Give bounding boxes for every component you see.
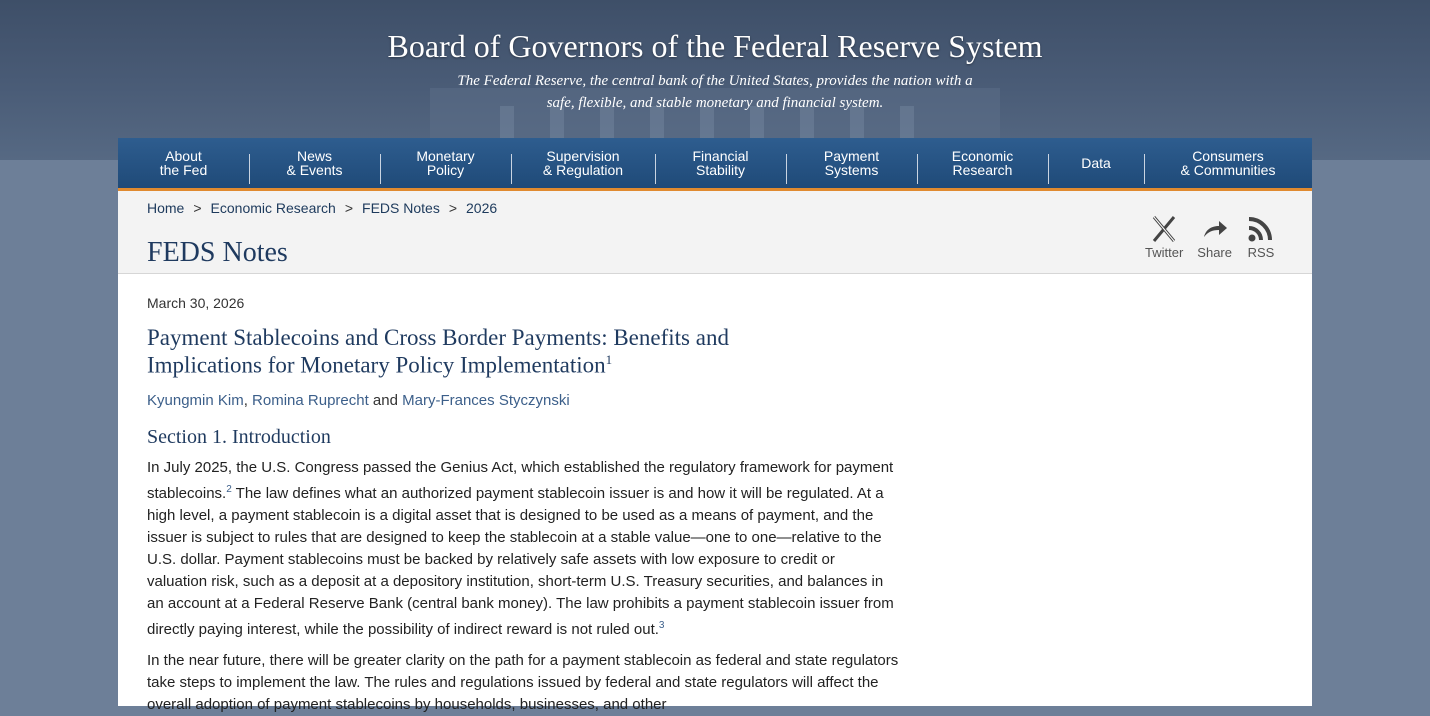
nav-item-payment-systems[interactable]: Payment Systems (786, 138, 917, 188)
section-heading: Section 1. Introduction (147, 425, 331, 448)
article-title (147, 327, 847, 377)
share-arrow-icon (1200, 215, 1230, 243)
page-header (118, 191, 1312, 274)
rss-label: RSS (1247, 245, 1275, 260)
breadcrumb-separator: > (344, 200, 354, 216)
x-twitter-icon (1149, 215, 1179, 243)
breadcrumb-home[interactable]: Home (147, 200, 185, 216)
site-tagline (400, 70, 1030, 114)
article-title-text: Payment Stablecoins and Cross Border Payments: Benefits and Implications for Monetary Policy Implementation (147, 325, 729, 378)
author-separator: , (243, 391, 253, 409)
nav-item-financial-stability[interactable]: Financial Stability (655, 138, 786, 188)
main-navigation (118, 138, 1312, 191)
nav-item-consumers-communities[interactable]: Consumers & Communities (1144, 138, 1312, 188)
author-separator: and (368, 391, 403, 409)
article-paragraph: In the near future, there will be greater clarity on the path for a payment stablecoin as federal and state regulators take steps to implement the law. The rules and regulations issued by federal and state regulators will affect the overall adoption of payment stablecoins by households, businesses, and other (147, 651, 899, 713)
article (147, 295, 907, 716)
author-link[interactable]: Romina Ruprecht (252, 391, 369, 409)
share-tools (1145, 215, 1276, 260)
article-authors (147, 392, 907, 409)
nav-item-news-events[interactable]: News & Events (249, 138, 380, 188)
breadcrumb (147, 200, 497, 216)
nav-item-data[interactable]: Data (1048, 138, 1144, 188)
site-title[interactable]: Board of Governors of the Federal Reserve System (387, 28, 1043, 64)
rss-button[interactable] (1246, 215, 1276, 260)
nav-item-about-the-fed[interactable]: About the Fed (159, 148, 208, 178)
breadcrumb-2026[interactable]: 2026 (466, 200, 498, 216)
article-paragraph (147, 457, 899, 641)
breadcrumb-feds-notes[interactable]: FEDS Notes (362, 200, 440, 216)
breadcrumb-separator: > (448, 200, 458, 216)
article-date: March 30, 2026 (147, 295, 245, 311)
author-link[interactable]: Mary-Frances Styczynski (402, 391, 570, 409)
paragraph-text: In July 2025, the U.S. Congress passed the Genius Act, which established the regulatory framework for payment stablecoins. (147, 458, 894, 502)
tagline-line-1: The Federal Reserve, the central bank of the United States, provides the nation with a (457, 73, 973, 89)
rss-icon (1246, 215, 1276, 243)
site-header-banner (0, 0, 1430, 160)
nav-item-supervision-regulation[interactable]: Supervision & Regulation (511, 138, 655, 188)
share-button[interactable] (1197, 215, 1232, 260)
page-title: FEDS Notes (147, 237, 288, 268)
title-footnote-ref[interactable]: 1 (605, 352, 613, 367)
tagline-line-2: safe, flexible, and stable monetary and financial system. (546, 95, 884, 111)
breadcrumb-separator: > (193, 200, 202, 216)
share-label: Share (1197, 245, 1232, 260)
footnote-ref[interactable]: 2 (226, 483, 232, 495)
nav-item-monetary-policy[interactable]: Monetary Policy (380, 138, 511, 188)
content-panel (118, 191, 1312, 713)
paragraph-text: The law defines what an authorized payment stablecoin issuer is and how it will be regulated. At a high level, a payment stablecoin is a digital asset that is designed to be used as a means of payment, and the issuer is subject to rules that are designed to keep the stablecoin at a stable value—one to one—relative to the U.S. dollar. Payment stablecoins must be backed by relatively safe assets with low exposure to credit or valuation risk, such as a deposit at a depository institution, short-term U.S. Treasury securities, and balances in an account at a Federal Reserve Bank (central bank money). The law prohibits a payment stablecoin issuer from directly paying interest, while the possibility of indirect reward is not ruled out. (147, 484, 894, 638)
breadcrumb-economic-research[interactable]: Economic Research (210, 200, 336, 216)
author-link[interactable]: Kyungmin Kim (147, 391, 244, 409)
footnote-ref[interactable]: 3 (658, 619, 665, 631)
nav-item-economic-research[interactable]: Economic Research (917, 138, 1048, 188)
twitter-label: Twitter (1145, 245, 1184, 260)
twitter-button[interactable] (1145, 215, 1183, 260)
